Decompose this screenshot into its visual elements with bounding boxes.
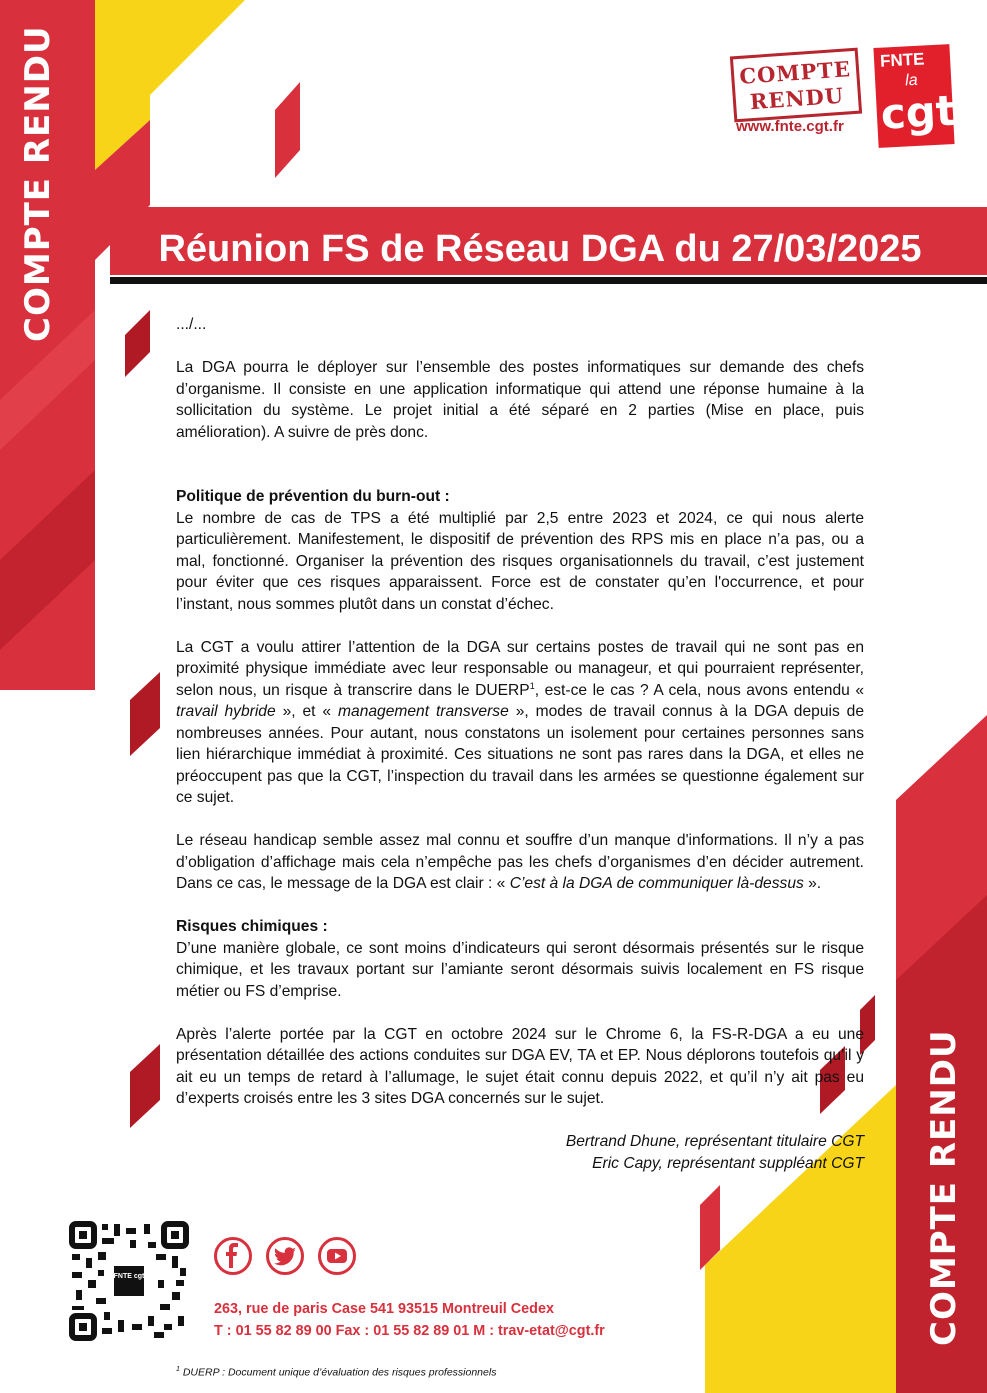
footnote-ref: 1	[529, 680, 535, 691]
twitter-icon[interactable]	[266, 1237, 304, 1275]
heading-chemical: Risques chimiques :	[176, 918, 328, 935]
qr-code	[68, 1220, 190, 1342]
cgt-logo-cgt: cgt	[879, 85, 958, 139]
title-underline	[110, 277, 987, 284]
compte-rendu-stamp	[730, 48, 862, 123]
youtube-icon[interactable]	[318, 1237, 356, 1275]
paragraph-chrome6: Après l’alerte portée par la CGT en octobre 2024 sur le Chrome 6, la FS-R-DGA a eu une présentation détaillée des actions conduites sur DGA EV, TA et EP. Nous déplorons toutefois qu’il y ait eu un temps de retard à l’allumage, le sujet était connu depuis 2022, et qu’il n’y ait pas eu d’experts croisés entre les 3 sites DGA concernés sur le sujet.	[176, 1025, 864, 1107]
paragraph-isolation: La CGT a voulu attirer l’attention de la DGA sur certains postes de travail qui ne sont pas en proximité physique immédiate avec leur responsable ou manageur, et qui pourraient représenter, selon nous, un risque à transcrire dans le DUERP$^1$, est-ce le cas ? A cela, nous avons entendu « travail hybride », et « management transverse », modes de travail connus à la DGA depuis de nombreuses années. Pour autant, nous constatons un isolement pour certaines personnes sans lien hiérarchique immédiat à proximité. Ces situations ne sont pas rares dans la DGA, et elles ne préoccupent pas que la CGT, l’inspection du travail dans les armées se questionne également sur ce sujet.	[176, 638, 865, 806]
intro-ellipsis: .../...	[176, 316, 207, 333]
report-body	[176, 314, 864, 1174]
footnote-text: DUERP : Document unique d’évaluation des risques professionnels	[179, 1366, 497, 1379]
side-banner-left-text: COMPTE RENDU	[18, 25, 58, 342]
cgt-logo-union: FNTE	[879, 49, 925, 71]
facebook-icon[interactable]	[214, 1237, 252, 1275]
stamp-line-1: COMPTE	[738, 56, 852, 89]
qr-center-label: FNTE cgt	[113, 1273, 145, 1280]
phone-fax-email: T : 01 55 82 89 00 Fax : 01 55 82 89 01 M : trav-etat@cgt.fr	[214, 1323, 605, 1339]
footnote-number: 1	[176, 1366, 180, 1373]
compte-rendu-logo	[728, 42, 958, 150]
page-title: Réunion FS de Réseau DGA du 27/03/2025	[158, 228, 922, 270]
footnote	[176, 1366, 496, 1379]
postal-address: 263, rue de paris Case 541 93515 Montreuil Cedex	[214, 1301, 554, 1317]
cgt-logo	[873, 44, 958, 148]
side-banner-right-text: COMPTE RENDU	[924, 1029, 964, 1346]
logo-url: www.fnte.cgt.fr	[736, 118, 844, 135]
paragraph-chemical: D’une manière globale, ce sont moins d’indicateurs qui seront désormais présentés sur le risque chimique, et les travaux portant sur l’amiante seront désormais suivis localement en FS risque métier ou FS d’emprise.	[176, 939, 864, 1000]
heading-burnout: Politique de prévention du burn-out :	[176, 488, 450, 505]
paragraph-deployment: La DGA pourra le déployer sur l’ensemble des postes informatiques sur demande des chefs d’organisme. Il consiste en une application informatique qui attend une réponse humaine à la sollicitation du système. Le projet initial a été séparé en 2 parties (Mise en place, puis amélioration). A suivre de près donc.	[176, 359, 864, 441]
paragraph-burnout: Le nombre de cas de TPS a été multiplié par 2,5 entre 2023 et 2024, ce qui nous alerte particulièrement. Manifestement, le dispositif de prévention des RPS mis en place n’a pas, ou a mal, fonctionné. Organiser la prévention des risques organisationnels du travail, c’est justement pour éviter que ces risques apparaissent. Force est de constater qu’en l'occurrence, et pour l’instant, nous sommes plutôt dans un constat d’échec.	[176, 509, 864, 613]
contact-block	[214, 1298, 605, 1342]
signature-suppleant: Eric Capy, représentant suppléant CGT	[592, 1154, 864, 1172]
paragraph-handicap: Le réseau handicap semble assez mal connu et souffre d’un manque d'informations. Il n’y a pas d’obligation d’affichage mais cela n’empêche pas les chefs d’organismes d’en décider autrement. Dans ce cas, le message de la DGA est clair : « C’est à la DGA de communiquer là-dessus ».	[176, 832, 864, 892]
signature-titulaire: Bertrand Dhune, représentant titulaire CGT	[565, 1133, 864, 1150]
stamp-line-2: RENDU	[749, 82, 845, 115]
cgt-logo-la: la	[904, 71, 919, 90]
